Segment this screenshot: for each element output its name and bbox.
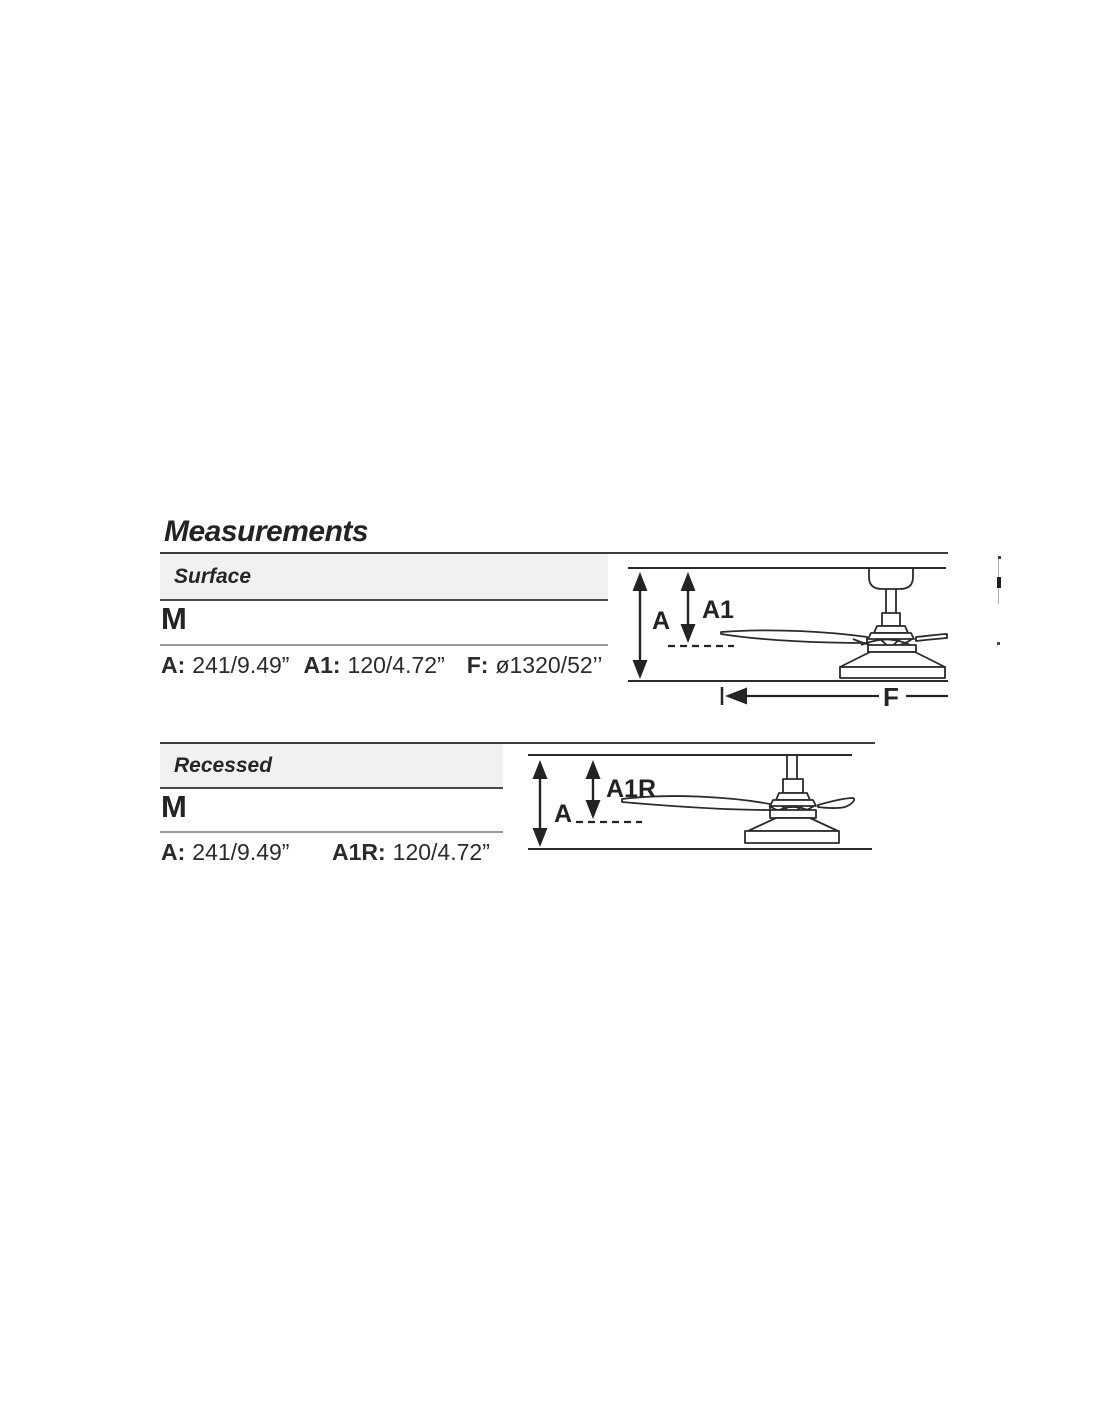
- recessed-header-bar: [160, 744, 503, 787]
- recessed-header-rule: [160, 787, 503, 789]
- fan-motor-top: [874, 626, 908, 633]
- fan-blade-right: [916, 634, 947, 641]
- dimension-f-label: F: [883, 682, 899, 712]
- arrow-left-icon: [725, 688, 747, 705]
- dimension-a-label: A: [554, 800, 573, 828]
- recessed-header-label: Recessed: [174, 753, 273, 777]
- recessed-model-rule: [160, 831, 503, 833]
- dimension-a: [633, 572, 671, 679]
- dimension-a-label: A: [652, 607, 671, 635]
- recessed-model-label: M: [161, 789, 187, 824]
- fan-illustration: [622, 755, 854, 843]
- dimension-f: [722, 682, 948, 712]
- fan-motor-band: [770, 810, 816, 818]
- measurement-label: A:: [161, 839, 186, 865]
- fan-rim: [745, 831, 839, 843]
- measurement-a1r: [332, 839, 490, 866]
- measurement-label: A1:: [303, 652, 341, 678]
- measurement-value: 120/4.72”: [392, 839, 490, 865]
- fan-cone: [748, 818, 838, 831]
- fan-canopy: [869, 569, 913, 589]
- recessed-fan-diagram: [510, 746, 890, 858]
- fan-rim: [840, 667, 945, 678]
- measurement-value: 241/9.49”: [192, 839, 290, 865]
- edge-mark: [997, 642, 1000, 645]
- fan-cone: [840, 652, 945, 667]
- surface-measurements-row: [161, 652, 602, 679]
- measurement-value: ø1320/52’’: [495, 652, 603, 678]
- fan-coupler: [882, 613, 900, 626]
- measurement-label: A1R:: [332, 839, 386, 865]
- fan-coupler: [783, 779, 803, 793]
- dimension-a1r-label: A1R: [606, 775, 657, 803]
- fan-blade-right: [818, 798, 854, 808]
- measurement-a: [161, 839, 332, 866]
- surface-model-label: M: [161, 601, 187, 636]
- dimension-a: [533, 760, 573, 847]
- fan-motor-mid: [868, 633, 914, 639]
- dimension-a1r: [586, 760, 657, 819]
- page-title: Measurements: [164, 515, 369, 548]
- measurement-a1: [303, 652, 444, 679]
- measurement-value: 120/4.72”: [347, 652, 445, 678]
- surface-header-rule: [160, 599, 608, 601]
- surface-model-rule: [160, 644, 608, 646]
- dimension-a1-label: A1: [702, 596, 734, 624]
- surface-header-bar: [160, 554, 608, 599]
- fan-motor-mid: [770, 800, 816, 806]
- fan-motor-top: [776, 793, 810, 800]
- surface-header-label: Surface: [174, 564, 252, 588]
- measurement-label: F:: [466, 652, 489, 678]
- fan-downrod: [886, 589, 896, 613]
- measurement-a: [161, 652, 289, 679]
- fan-blade-left: [721, 630, 867, 643]
- measurement-f: [467, 652, 603, 679]
- measurement-value: 241/9.49”: [192, 652, 290, 678]
- fan-downrod: [787, 755, 797, 779]
- fan-illustration: [721, 569, 947, 678]
- recessed-measurements-row: [161, 839, 490, 866]
- edge-mark: [997, 577, 1001, 588]
- measurement-label: A:: [161, 652, 186, 678]
- surface-fan-diagram: [620, 556, 1012, 714]
- fan-motor-band: [868, 645, 916, 652]
